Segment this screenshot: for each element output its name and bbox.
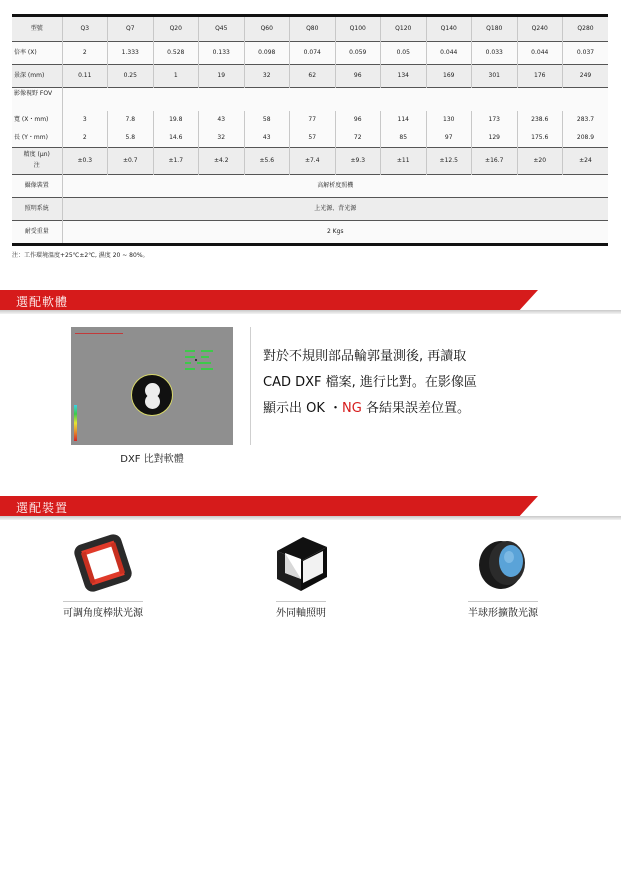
- row-label-accuracy: [12, 148, 62, 175]
- table-cell: 0.074: [290, 42, 336, 65]
- screenshot-caption: DXF 比對軟體: [120, 454, 184, 465]
- table-cell: ±24: [563, 148, 609, 175]
- table-cell: 58: [244, 111, 290, 129]
- table-cell: 14.6: [153, 129, 199, 148]
- model-cell: Q140: [426, 16, 472, 42]
- table-cell: 57: [290, 129, 336, 148]
- table-row-model: [12, 16, 608, 42]
- table-cell: ±4.2: [199, 148, 245, 175]
- table-cell: ±16.7: [472, 148, 518, 175]
- table-cell: 2: [62, 42, 108, 65]
- device-label: 半球形擴散光源: [468, 601, 538, 619]
- table-row-camera: [12, 175, 608, 198]
- load-value: 2 Kgs: [62, 221, 608, 245]
- table-cell: ±0.3: [62, 148, 108, 175]
- device-coaxial-light: [236, 533, 366, 620]
- table-cell: 0.05: [381, 42, 427, 65]
- row-label-load: 耐受重量: [12, 221, 62, 245]
- environment-note: 注：工作環境溫度+25℃±2℃, 濕度 20 ~ 80%。: [12, 252, 149, 259]
- bar-light-icon: [71, 533, 135, 593]
- table-row-load: [12, 221, 608, 245]
- table-cell: 5.8: [108, 129, 154, 148]
- description-text: 各結果誤差位置。: [361, 401, 470, 416]
- color-scale-icon: [74, 405, 77, 441]
- model-cell: Q20: [153, 16, 199, 42]
- accuracy-note-marker: 注: [33, 162, 40, 169]
- table-cell: 2: [62, 129, 108, 148]
- table-cell: 169: [426, 65, 472, 88]
- ng-highlight: NG: [342, 401, 362, 416]
- description-line: CAD DXF 檔案, 進行比對。在影像區: [263, 375, 477, 390]
- table-cell: 129: [472, 129, 518, 148]
- table-cell: 96: [335, 65, 381, 88]
- table-cell: 19: [199, 65, 245, 88]
- table-cell: 77: [290, 111, 336, 129]
- table-cell: 0.033: [472, 42, 518, 65]
- table-cell: 134: [381, 65, 427, 88]
- table-cell: ±9.3: [335, 148, 381, 175]
- table-cell: 238.6: [517, 111, 563, 129]
- table-cell: ±0.7: [108, 148, 154, 175]
- section-title-software: 選配軟體: [16, 295, 69, 309]
- table-cell: 32: [244, 65, 290, 88]
- row-label-fov-length: 長 (Y・mm): [12, 129, 62, 148]
- model-cell: Q3: [62, 16, 108, 42]
- table-cell: ±1.7: [153, 148, 199, 175]
- table-cell: 114: [381, 111, 427, 129]
- device-bar-light: [38, 533, 168, 620]
- model-cell: Q180: [472, 16, 518, 42]
- coaxial-light-icon: [269, 533, 333, 593]
- table-cell: ±5.6: [244, 148, 290, 175]
- table-cell: 0.25: [108, 65, 154, 88]
- table-cell: ±11: [381, 148, 427, 175]
- table-cell: 7.8: [108, 111, 154, 129]
- table-cell: 62: [290, 65, 336, 88]
- description-line: 對於不規則部品輪郭量測後, 再讀取: [263, 349, 467, 364]
- model-cell: Q45: [199, 16, 245, 42]
- table-cell: 85: [381, 129, 427, 148]
- row-label-magnification: 倍率 (X): [12, 42, 62, 65]
- model-cell: Q120: [381, 16, 427, 42]
- table-row-fov-length: [12, 129, 608, 148]
- row-label-fov: 影像視野 FOV: [12, 88, 62, 112]
- table-cell: 301: [472, 65, 518, 88]
- description-line: [263, 396, 523, 422]
- section-banner-software: [0, 290, 621, 314]
- row-label-depth-of-field: 景深 (mm): [12, 65, 62, 88]
- camera-value: 高解析度照機: [62, 175, 608, 198]
- table-row-depth-of-field: [12, 65, 608, 88]
- table-cell: 130: [426, 111, 472, 129]
- section-title-devices: 選配裝置: [16, 501, 69, 515]
- table-cell: 32: [199, 129, 245, 148]
- section-banner-devices: [0, 496, 621, 520]
- table-cell: 43: [199, 111, 245, 129]
- model-cell: Q7: [108, 16, 154, 42]
- table-cell: 0.133: [199, 42, 245, 65]
- model-cell: Q280: [563, 16, 609, 42]
- table-cell: 1: [153, 65, 199, 88]
- table-cell: 97: [426, 129, 472, 148]
- table-cell: 208.9: [563, 129, 609, 148]
- model-cell: Q60: [244, 16, 290, 42]
- accuracy-label: 精度 (μn): [23, 151, 50, 159]
- table-cell: ±12.5: [426, 148, 472, 175]
- table-cell: 43: [244, 129, 290, 148]
- table-row-magnification: [12, 42, 608, 65]
- table-cell: 175.6: [517, 129, 563, 148]
- table-row-accuracy: [12, 148, 608, 175]
- table-cell: 249: [563, 65, 609, 88]
- table-cell: 19.8: [153, 111, 199, 129]
- lighting-value: 上光源、背光源: [62, 198, 608, 221]
- table-cell: ±20: [517, 148, 563, 175]
- table-cell: 0.044: [426, 42, 472, 65]
- table-cell: 283.7: [563, 111, 609, 129]
- table-cell: 173: [472, 111, 518, 129]
- description-text: 顯示出 OK ・: [263, 401, 343, 416]
- spec-table: [12, 14, 608, 246]
- table-cell: ±7.4: [290, 148, 336, 175]
- model-cell: Q80: [290, 16, 336, 42]
- table-cell: 0.11: [62, 65, 108, 88]
- model-cell: Q240: [517, 16, 563, 42]
- divider: [250, 327, 251, 445]
- device-label: 外同軸照明: [276, 601, 326, 619]
- table-cell: 0.037: [563, 42, 609, 65]
- table-row-fov-width: [12, 111, 608, 129]
- dxf-software-screenshot: [71, 327, 233, 445]
- table-cell: 3: [62, 111, 108, 129]
- measured-part-icon: [131, 374, 173, 416]
- device-label: 可調角度棒狀光源: [63, 601, 143, 619]
- table-cell: 0.098: [244, 42, 290, 65]
- table-cell: 176: [517, 65, 563, 88]
- table-cell: 0.044: [517, 42, 563, 65]
- row-label-model: 型號: [12, 16, 62, 42]
- row-label-camera: 攝像裝置: [12, 175, 62, 198]
- table-cell: 72: [335, 129, 381, 148]
- table-cell: 0.528: [153, 42, 199, 65]
- table-cell: 0.059: [335, 42, 381, 65]
- table-row-fov-header: [12, 88, 608, 112]
- dome-light-icon: [471, 533, 535, 593]
- software-description: [263, 344, 523, 422]
- table-row-lighting: [12, 198, 608, 221]
- model-cell: Q100: [335, 16, 381, 42]
- table-cell: 96: [335, 111, 381, 129]
- row-label-lighting: 照明系統: [12, 198, 62, 221]
- table-cell: 1.333: [108, 42, 154, 65]
- row-label-fov-width: 寬 (X・mm): [12, 111, 62, 129]
- device-dome-light: [438, 533, 568, 620]
